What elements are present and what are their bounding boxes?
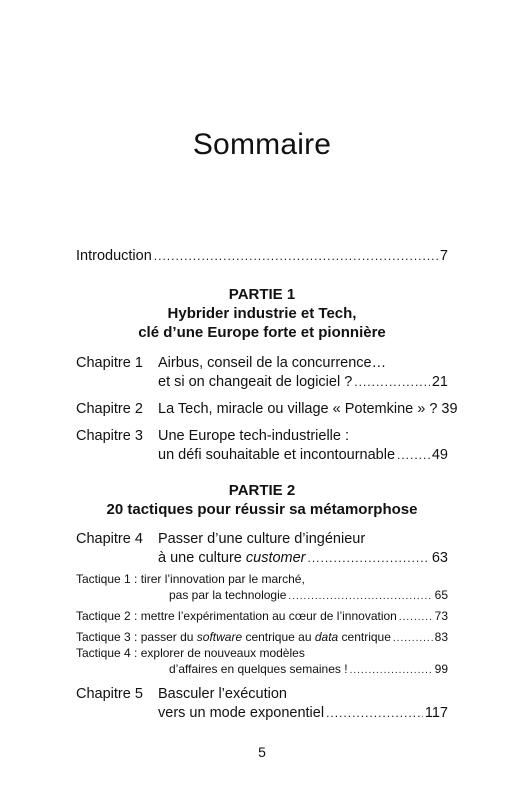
dot-leader	[354, 375, 430, 389]
toc-page-number: 65	[434, 588, 448, 602]
chapter-title-line: vers un mode exponentiel	[158, 705, 325, 721]
toc-entry-introduction[interactable]	[76, 248, 448, 264]
part-subtitle-line: clé d’une Europe forte et pionnière	[138, 324, 386, 341]
toc-entry-tactic-4[interactable]	[169, 662, 448, 676]
toc-entry-chapter-1[interactable]	[158, 374, 448, 390]
toc-entry-label: Introduction	[76, 248, 152, 264]
toc-entry-chapter-2[interactable]	[158, 401, 458, 417]
tactic-title-line: pas par la technologie	[169, 588, 287, 602]
dot-leader	[308, 551, 430, 565]
toc-entry-chapter-3[interactable]	[158, 447, 448, 463]
dot-leader	[393, 633, 433, 644]
toc-page-number: 63	[431, 550, 448, 566]
chapter-number: Chapitre 3	[76, 428, 143, 444]
part-heading: PARTIE 2	[228, 482, 296, 499]
toc-entry-tactic-2[interactable]	[76, 609, 448, 623]
chapter-title-emphasis: customer	[245, 550, 306, 566]
toc-entry-chapter-4[interactable]	[158, 550, 448, 566]
chapter-title-line: un défi souhaitable et incontournable	[158, 447, 396, 463]
dot-leader	[288, 591, 432, 602]
dot-leader	[399, 612, 433, 623]
dot-leader	[350, 665, 433, 676]
chapter-number: Chapitre 4	[76, 531, 143, 547]
toc-entry-tactic-1[interactable]	[169, 588, 448, 602]
chapter-title-line: et si on changeait de logiciel ?	[158, 374, 353, 390]
tactic-title-line: d’affaires en quelques semaines !	[169, 662, 348, 676]
chapter-number: Chapitre 5	[76, 686, 143, 702]
dot-leader	[154, 249, 438, 263]
toc-page-number: 21	[431, 374, 448, 390]
part-subtitle-line: 20 tactiques pour réussir sa métamorphose	[106, 501, 418, 518]
chapter-number: Chapitre 1	[76, 355, 143, 371]
toc-page-number: 73	[434, 609, 448, 623]
tactic-title-line: Tactique 2 : mettre l’expérimentation au cœur de l’innovation	[76, 609, 397, 623]
toc-entry-tactic-3[interactable]	[76, 630, 448, 644]
toc-entry-chapter-5[interactable]	[158, 705, 448, 721]
chapter-title-line: à une culture customer	[158, 550, 306, 566]
chapter-title-line: La Tech, miracle ou village « Potemkine » ?	[158, 401, 438, 417]
chapter-title-line: Airbus, conseil de la concurrence…	[158, 355, 387, 371]
toc-page-number: 83	[434, 630, 448, 644]
tactic-title-line: Tactique 3 : passer du software centrique au data centrique	[76, 630, 391, 644]
chapter-title-line: Passer d’une culture d’ingénieur	[158, 531, 366, 547]
toc-page-number: 39	[441, 401, 458, 417]
chapter-number: Chapitre 2	[76, 401, 143, 417]
part-heading: PARTIE 1	[228, 286, 296, 303]
page-number: 5	[258, 744, 266, 760]
toc-page-number: 7	[439, 248, 448, 264]
tactic-entry-label: Tactique 1 : tirer l’innovation par le marché,	[76, 572, 305, 586]
toc-page-number: 99	[434, 662, 448, 676]
page-title: Sommaire	[192, 128, 332, 161]
chapter-title-line: Basculer l’exécution	[158, 686, 287, 702]
toc-page-number: 117	[424, 705, 448, 721]
chapter-title-line: Une Europe tech-industrielle :	[158, 428, 350, 444]
part-subtitle-line: Hybrider industrie et Tech,	[167, 305, 357, 322]
dot-leader	[397, 448, 430, 462]
dot-leader	[326, 706, 423, 720]
toc-page-number: 49	[431, 447, 448, 463]
tactic-entry-label: Tactique 4 : explorer de nouveaux modèles	[76, 646, 305, 660]
